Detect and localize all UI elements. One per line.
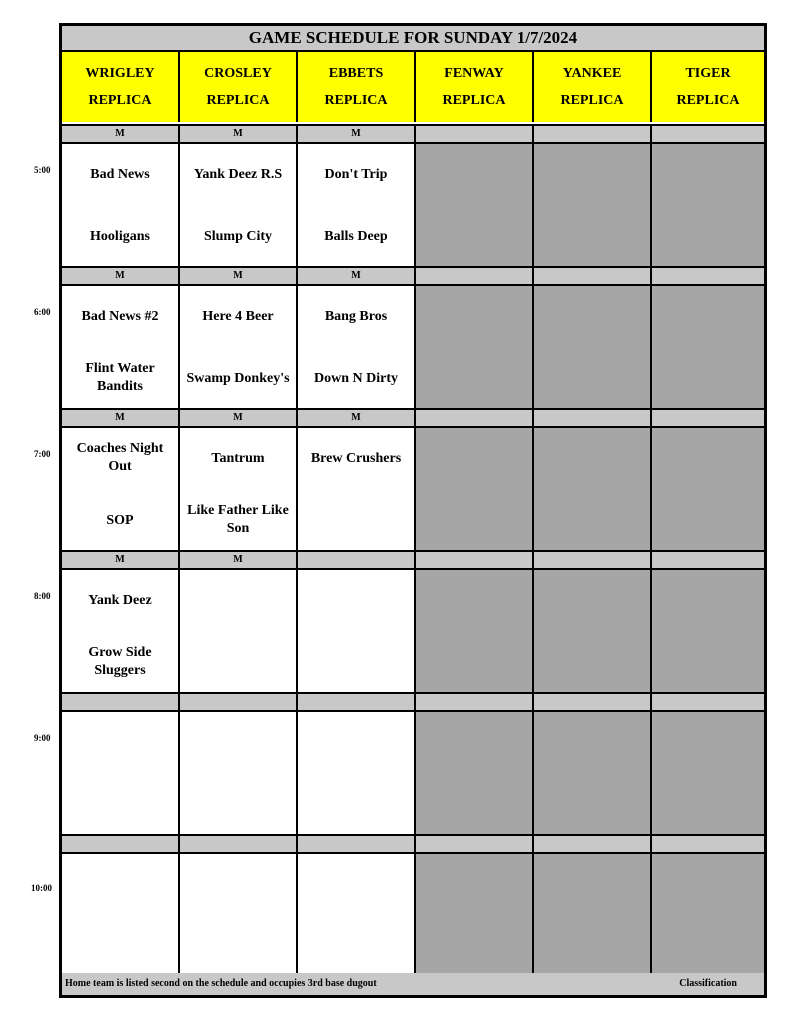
away-team: Here 4 Beer: [202, 309, 274, 324]
away-team: Yank Deez R.S: [193, 167, 283, 182]
game-cell: [298, 286, 416, 408]
field-name: EBBETS: [328, 66, 384, 81]
field-header-ebbets: [298, 52, 416, 122]
match-label: [298, 836, 416, 852]
match-label-row: [62, 692, 764, 712]
match-label: [534, 694, 652, 710]
game-cell: [62, 144, 180, 266]
match-label: M: [62, 552, 180, 568]
home-team: Flint Water Bandits: [85, 361, 155, 394]
match-label: [62, 694, 180, 710]
match-label: M: [62, 410, 180, 426]
away-team: Tantrum: [211, 451, 265, 466]
away-team: Don't Trip: [324, 167, 388, 182]
home-team: Slump City: [203, 229, 273, 244]
match-label: [298, 552, 416, 568]
time-label: 8:00: [34, 591, 51, 601]
unused-slot: [416, 854, 534, 976]
game-cell: [180, 144, 298, 266]
match-label: [416, 268, 534, 284]
home-team: Down N Dirty: [314, 371, 398, 386]
game-cell: [62, 428, 180, 550]
unused-slot: [652, 144, 764, 266]
unused-slot: [534, 570, 652, 692]
match-label: [416, 694, 534, 710]
match-label: M: [298, 410, 416, 426]
game-cell: [298, 144, 416, 266]
field-name: CROSLEY: [204, 66, 272, 81]
footer-bar: [62, 973, 764, 995]
match-label: [652, 836, 764, 852]
field-subtitle: REPLICA: [88, 93, 152, 108]
game-cell: [180, 854, 298, 976]
match-label: M: [62, 268, 180, 284]
field-subtitle: REPLICA: [324, 93, 388, 108]
field-header-wrigley: [62, 52, 180, 122]
field-name: YANKEE: [562, 66, 622, 81]
field-header-fenway: [416, 52, 534, 122]
match-label: M: [180, 126, 298, 142]
home-team: Balls Deep: [324, 229, 388, 244]
field-name: FENWAY: [444, 66, 504, 81]
game-cell: [62, 286, 180, 408]
away-team: Bad News #2: [81, 309, 159, 324]
away-team: Bad News: [90, 167, 150, 182]
game-cell: [298, 854, 416, 976]
unused-slot: [534, 286, 652, 408]
game-cell: [180, 428, 298, 550]
away-team: Yank Deez: [88, 593, 152, 608]
home-team: Hooligans: [90, 229, 150, 244]
field-header-yankee: [534, 52, 652, 122]
match-label: [180, 694, 298, 710]
match-label: [416, 126, 534, 142]
match-label: M: [180, 268, 298, 284]
unused-slot: [416, 428, 534, 550]
game-cell: [62, 712, 180, 834]
match-label: [62, 836, 180, 852]
unused-slot: [534, 428, 652, 550]
unused-slot: [534, 854, 652, 976]
match-label: [298, 694, 416, 710]
match-label: M: [180, 552, 298, 568]
footer-classification: Classification: [679, 978, 737, 989]
unused-slot: [534, 144, 652, 266]
unused-slot: [652, 286, 764, 408]
unused-slot: [416, 286, 534, 408]
match-label-row: [62, 266, 764, 286]
field-subtitle: REPLICA: [206, 93, 270, 108]
time-label: 5:00: [34, 165, 51, 175]
footer-note: Home team is listed second on the schedule and occupies 3rd base dugout: [65, 978, 377, 989]
time-label: 6:00: [34, 307, 51, 317]
game-cell: [180, 570, 298, 692]
field-name: WRIGLEY: [85, 66, 155, 81]
match-label: [416, 410, 534, 426]
unused-slot: [652, 854, 764, 976]
match-label: [534, 126, 652, 142]
away-team: Brew Crushers: [310, 451, 402, 466]
game-cell: [298, 712, 416, 834]
game-cell: [180, 712, 298, 834]
home-team: Swamp Donkey's: [186, 371, 290, 386]
game-cell: [62, 570, 180, 692]
unused-slot: [534, 712, 652, 834]
unused-slot: [652, 428, 764, 550]
home-team: SOP: [106, 513, 134, 528]
home-team: Like Father Like Son: [187, 503, 289, 536]
match-label-row: [62, 550, 764, 570]
match-label: [180, 836, 298, 852]
match-label: [416, 552, 534, 568]
game-cell: [298, 428, 416, 550]
unused-slot: [416, 712, 534, 834]
match-label-row: [62, 834, 764, 854]
game-cell: [298, 570, 416, 692]
unused-slot: [652, 570, 764, 692]
field-subtitle: REPLICA: [560, 93, 624, 108]
field-header-tiger: [652, 52, 764, 122]
match-label: M: [62, 126, 180, 142]
match-label: M: [180, 410, 298, 426]
field-name: TIGER: [685, 66, 731, 81]
field-subtitle: REPLICA: [676, 93, 740, 108]
schedule-title: GAME SCHEDULE FOR SUNDAY 1/7/2024: [62, 26, 764, 52]
field-subtitle: REPLICA: [442, 93, 506, 108]
match-label: [534, 410, 652, 426]
away-team: Coaches Night Out: [76, 441, 164, 474]
away-team: Bang Bros: [324, 309, 388, 324]
match-label: [652, 126, 764, 142]
match-label: [652, 694, 764, 710]
home-team: Grow Side Sluggers: [88, 645, 152, 678]
unused-slot: [416, 570, 534, 692]
game-cell: [180, 286, 298, 408]
match-label: M: [298, 126, 416, 142]
time-label: 9:00: [34, 733, 51, 743]
field-header-crosley: [180, 52, 298, 122]
game-cell: [62, 854, 180, 976]
schedule-sheet: [59, 23, 767, 998]
unused-slot: [416, 144, 534, 266]
match-label: [416, 836, 534, 852]
time-label: 10:00: [31, 883, 52, 893]
match-label: [652, 552, 764, 568]
match-label: M: [298, 268, 416, 284]
match-label: [534, 268, 652, 284]
match-label: [652, 410, 764, 426]
match-label: [652, 268, 764, 284]
time-label: 7:00: [34, 449, 51, 459]
unused-slot: [652, 712, 764, 834]
match-label: [534, 552, 652, 568]
match-label: [534, 836, 652, 852]
match-label-row: [62, 408, 764, 428]
match-label-row: [62, 124, 764, 144]
